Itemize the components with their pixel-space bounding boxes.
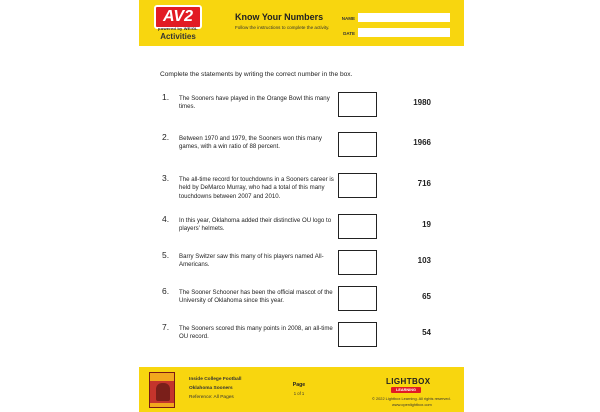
question-number: 3. <box>162 173 170 183</box>
question-text: In this year, Oklahoma added their distinctive OU logo to players' helmets. <box>179 217 332 233</box>
av2-logo-sub: powered by WEIGL <box>158 26 198 31</box>
question-text: Barry Switzer saw this many of his players named All-Americans. <box>179 253 324 269</box>
page-subtitle: Follow the instructions to complete the activity. <box>235 25 330 30</box>
book-cover-thumbnail <box>149 372 175 408</box>
answer-box[interactable] <box>338 322 377 347</box>
question-number: 2. <box>162 132 170 142</box>
answer-value: 103 <box>417 256 431 265</box>
question-number: 6. <box>162 286 170 296</box>
footer-band <box>139 367 464 412</box>
lightbox-logo: LIGHTBOX <box>386 377 431 386</box>
answer-value: 1980 <box>413 98 431 107</box>
question-number: 5. <box>162 250 170 260</box>
worksheet <box>139 0 464 412</box>
answer-value: 1966 <box>413 138 431 147</box>
copyright-text: © 2022 Lightbox Learning. All rights reserved. <box>372 396 451 401</box>
question-text: The Sooners have played in the Orange Bowl this many times. <box>179 95 330 111</box>
question-number: 4. <box>162 214 170 224</box>
question-number: 1. <box>162 92 170 102</box>
name-field[interactable] <box>358 13 450 22</box>
answer-value: 65 <box>422 292 431 301</box>
header-band <box>139 0 464 46</box>
answer-box[interactable] <box>338 173 377 198</box>
page-title: Know Your Numbers <box>235 12 324 22</box>
question-row <box>139 173 464 203</box>
answer-box[interactable] <box>338 92 377 117</box>
answer-value: 54 <box>422 328 431 337</box>
instructions: Complete the statements by writing the correct number in the box. <box>160 71 353 78</box>
page-label: Page <box>292 382 306 388</box>
question-text: The Sooner Schooner has been the official mascot of the University of Oklahoma since this year. <box>179 289 333 305</box>
question-row <box>139 250 464 280</box>
name-label: NAME <box>341 16 355 21</box>
answer-value: 19 <box>422 220 431 229</box>
series-title: Inside College Football <box>189 377 242 382</box>
question-text: Between 1970 and 1979, the Sooners won this many games, with a win ratio of 88 percent. <box>179 135 322 151</box>
answer-box[interactable] <box>338 250 377 275</box>
question-row <box>139 322 464 352</box>
football-player-icon <box>156 383 170 401</box>
answer-value: 716 <box>417 179 431 188</box>
question-row <box>139 92 464 122</box>
question-row <box>139 132 464 162</box>
answer-box[interactable] <box>338 214 377 239</box>
av2-logo-mark: AV2 <box>154 5 202 29</box>
reference-text: Reference: All Pages <box>189 395 234 400</box>
question-text: The Sooners scored this many points in 2008, an all-time OU record. <box>179 325 333 341</box>
answer-box[interactable] <box>338 132 377 157</box>
date-label: DATE <box>343 31 355 36</box>
page-number: 1 of 1 <box>293 391 305 396</box>
question-row <box>139 286 464 316</box>
question-number: 7. <box>162 322 170 332</box>
book-title: Oklahoma Sooners <box>189 386 233 391</box>
question-row <box>139 214 464 244</box>
website-link[interactable]: www.openlightbox.com <box>392 402 432 407</box>
av2-logo <box>149 5 207 43</box>
lightbox-logo-tag: LEARNING <box>391 387 421 393</box>
activities-label: Activities <box>160 32 196 41</box>
answer-box[interactable] <box>338 286 377 311</box>
date-field[interactable] <box>358 28 450 37</box>
question-text: The all-time record for touchdowns in a Sooners career is held by DeMarco Murray, who had a total of this many touchdowns between 2007 and 2010. <box>179 176 334 200</box>
